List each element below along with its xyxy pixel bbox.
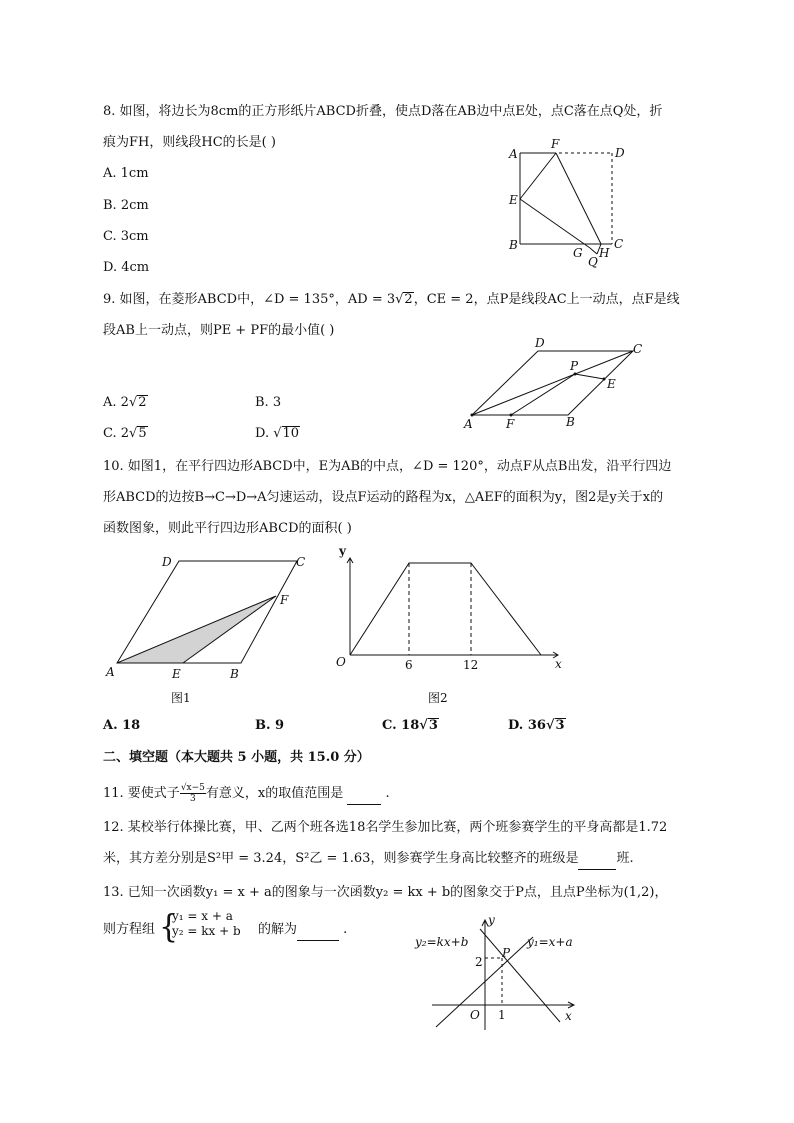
q8-option-c[interactable]: C. 3cm — [103, 229, 149, 244]
q10-option-c[interactable]: C. 18√3 — [382, 718, 438, 733]
q13-line2-pre: 则方程组 — [103, 922, 156, 937]
q10-fig1-label-b: B — [230, 667, 239, 681]
q9-option-a-pre: A. 2 — [103, 395, 129, 410]
q12-line2-post: 班. — [616, 851, 634, 866]
q8-label-h: H — [599, 246, 610, 260]
q13-label-y1-eq: y₁=x+a — [527, 935, 573, 949]
q13-tick-2: 2 — [475, 955, 483, 969]
q10-option-d-radicand: 3 — [555, 718, 565, 733]
q9-line1-pre: 9. 如图，在菱形ABCD中，∠D = 135°，AD = 3 — [103, 292, 396, 307]
q10-option-c-radicand: 3 — [428, 718, 438, 733]
q11-post: 有意义，x的取值范围是 — [205, 786, 344, 801]
q8-option-d[interactable]: D. 4cm — [103, 260, 150, 275]
q13-line1: 13. 已知一次函数y₁ = x + a的图象与一次函数y₂ = kx + b的图象交于P点，且点P坐标为(1,2)， — [103, 885, 668, 900]
q11-end: . — [385, 786, 390, 801]
q9-option-c-pre: C. 2 — [103, 426, 130, 441]
q10-option-d[interactable]: D. 36√3 — [508, 718, 565, 733]
q8-line2: 痕为FH，则线段HC的长是( ) — [103, 135, 276, 150]
q10-line1: 10. 如图1，在平行四边形ABCD中，E为AB的中点，∠D = 120°，动点F从点B出发，沿平行四边 — [103, 459, 672, 474]
q10-line2: 形ABCD的边按B→C→D→A匀速运动，设点F运动的路程为x，△AEF的面积为y，图2是y关于x的 — [103, 490, 664, 505]
q10-fig2-label-x: x — [555, 657, 562, 671]
q10-line3: 函数图象，则此平行四边形ABCD的面积( ) — [103, 521, 352, 536]
q10-fig1-label-a: A — [106, 665, 115, 679]
q13-label-y: y — [488, 913, 495, 927]
q13-eq1: y₁ = x + a — [172, 909, 233, 923]
q13-line2-post: 的解为 — [258, 922, 298, 937]
q9-option-c[interactable]: C. 2√5 — [103, 426, 147, 441]
q9-option-a-radicand: 2 — [138, 395, 147, 410]
q8-label-b: B — [509, 238, 518, 252]
q10-fig1-caption: 图1 — [171, 691, 191, 705]
q13-system-brace: { — [159, 909, 179, 946]
q9-option-b[interactable]: B. 3 — [255, 395, 282, 410]
q10-option-a[interactable]: A. 18 — [103, 718, 141, 733]
q8-label-q: Q — [588, 255, 598, 269]
q8-label-a: A — [509, 147, 518, 161]
q10-fig1-label-e: E — [172, 667, 181, 681]
q11-fraction-numerator: √x−5 — [180, 783, 205, 793]
q12-line1: 12. 某校举行体操比赛，甲、乙两个班各选18名学生参加比赛，两个班参赛学生的平身高都是1.72 — [103, 820, 668, 835]
q9-option-d[interactable]: D. √10 — [255, 426, 300, 441]
q9-option-c-radicand: 5 — [138, 426, 147, 441]
q8-label-g: G — [573, 246, 583, 260]
q10-fig2-label-y: y — [339, 544, 346, 558]
q8-line1: 8. 如图，将边长为8cm的正方形纸片ABCD折叠，使点D落在AB边中点E处，点C落在点Q处，折 — [103, 104, 663, 119]
q10-option-b[interactable]: B. 9 — [255, 718, 285, 733]
q13-label-x: x — [565, 1009, 572, 1023]
q13-label-o: O — [470, 1008, 480, 1022]
q9-line1: 9. 如图，在菱形ABCD中，∠D = 135°，AD = 3√2，CE = 2，点P是线段AC上一动点，点F是线 — [103, 292, 680, 307]
q9-option-d-pre: D. — [255, 426, 274, 441]
q13-label-y2-eq: y₂=kx+b — [415, 935, 469, 949]
q8-option-b[interactable]: B. 2cm — [103, 198, 149, 213]
q8-label-c: C — [614, 237, 624, 251]
section-heading-fill-blank: 二、填空题（本大题共 5 小题，共 15.0 分） — [103, 750, 370, 765]
q9-label-d: D — [535, 336, 545, 350]
q8-label-f: F — [551, 137, 560, 151]
q12-line2-pre: 米，其方差分别是S²甲 = 3.24，S²乙 = 1.63，则参赛学生身高比较整齐的班级是 — [103, 851, 579, 866]
q11-fraction-denominator: 3 — [189, 794, 196, 804]
q10-option-c-pre: C. 18 — [382, 718, 420, 733]
q10-fig1-label-f: F — [280, 593, 289, 607]
q9-option-a[interactable]: A. 2√2 — [103, 395, 147, 410]
q9-label-c: C — [633, 342, 643, 356]
q10-fig2-caption: 图2 — [428, 691, 448, 705]
q10-fig2-label-o: O — [336, 655, 346, 669]
q13-tick-1: 1 — [498, 1008, 506, 1022]
q9-line2: 段AB上一动点，则PE + PF的最小值( ) — [103, 323, 335, 338]
q10-option-d-pre: D. 36 — [508, 718, 546, 733]
q11-pre: 11. 要使式子 — [103, 786, 180, 801]
q13-end: . — [343, 922, 348, 937]
q10-fig2-tick-12: 12 — [463, 658, 479, 672]
q10-fig1-label-d: D — [162, 555, 172, 569]
q10-fig1-label-c: C — [296, 555, 306, 569]
q9-label-e: E — [607, 377, 616, 391]
q8-option-a[interactable]: A. 1cm — [103, 166, 149, 181]
q13-label-p: P — [502, 946, 511, 960]
q9-line1-post: ，CE = 2，点P是线段AC上一动点，点F是线 — [413, 292, 680, 307]
q9-line1-radicand: 2 — [404, 292, 413, 307]
q9-label-p: P — [570, 359, 579, 373]
q8-label-d: D — [615, 146, 625, 160]
q9-label-a: A — [464, 417, 473, 431]
q9-label-b: B — [566, 415, 575, 429]
q9-option-d-radicand: 10 — [282, 426, 300, 441]
q10-fig2-tick-6: 6 — [405, 658, 413, 672]
q8-label-e: E — [509, 193, 518, 207]
q9-label-f: F — [506, 417, 515, 431]
q13-eq2: y₂ = kx + b — [172, 924, 241, 938]
